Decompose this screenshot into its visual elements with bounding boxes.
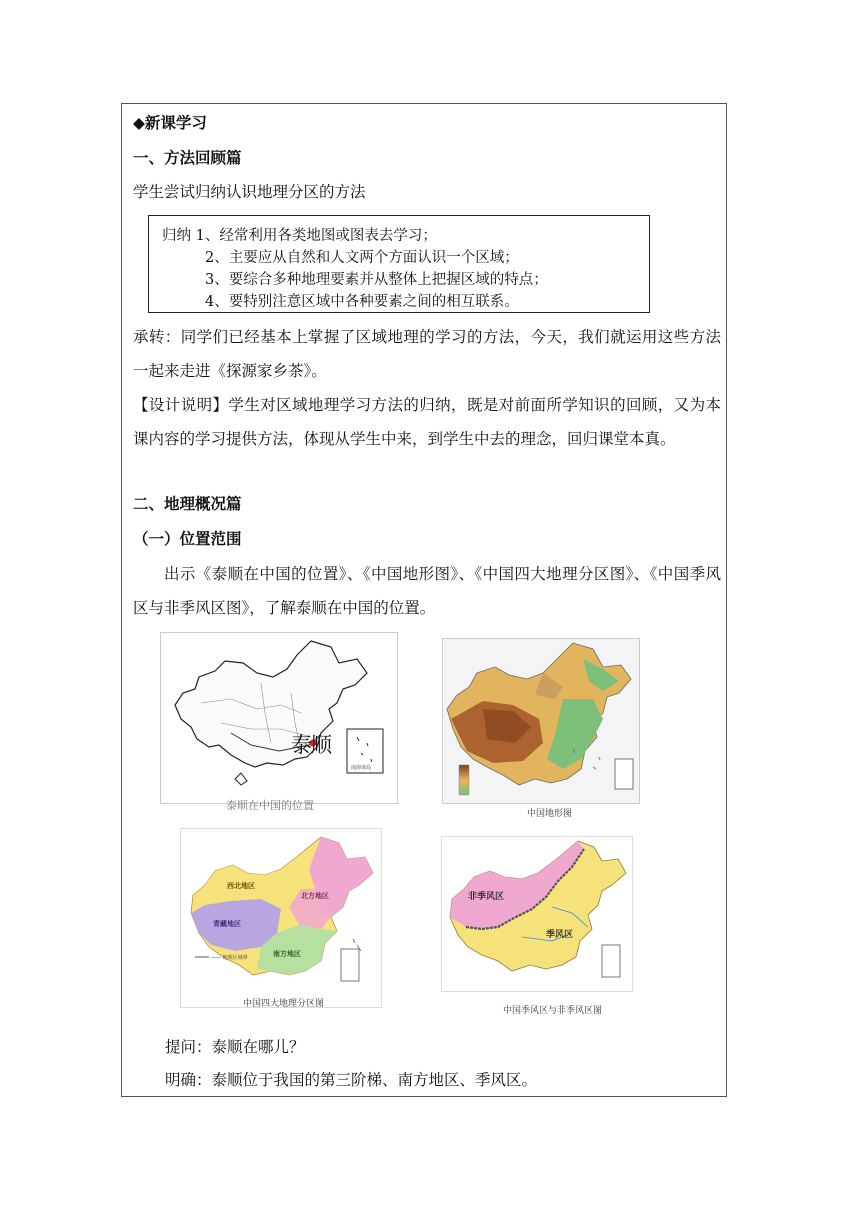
caption-map-1: 泰顺在中国的位置 bbox=[226, 799, 314, 812]
part1-heading: 一、方法回顾篇 bbox=[133, 149, 242, 167]
region-label-north: 北方地区 bbox=[301, 892, 329, 900]
summary-line-3: 3、要综合多种地理要素并从整体上把握区域的特点； bbox=[205, 272, 548, 288]
summary-line-4: 4、要特别注意区域中各种要素之间的相互联系。 bbox=[205, 294, 519, 310]
part2-heading: 二、地理概况篇 bbox=[133, 495, 242, 513]
non-monsoon-label: 非季风区 bbox=[468, 892, 505, 902]
taishun-label: 泰顺 bbox=[291, 733, 331, 757]
inset-label: 南海诸岛 bbox=[351, 765, 372, 771]
region-label-northwest: 西北地区 bbox=[227, 882, 255, 890]
summary-line-1: 归纳 1、经常利用各类地图或图表去学习； bbox=[162, 228, 437, 244]
part1-intro: 学生尝试归纳认识地理分区的方法 bbox=[133, 183, 366, 201]
taishun-location-map bbox=[160, 632, 398, 804]
legend-boundary: —— 地理区域界 bbox=[211, 955, 248, 961]
part2-subheading: （一）位置范围 bbox=[133, 530, 242, 548]
monsoon-label: 季风区 bbox=[546, 930, 574, 940]
caption-map-4: 中国季风区与非季风区图 bbox=[503, 1006, 603, 1016]
answer-text: 明确：泰顺位于我国的第三阶梯、南方地区、季风区。 bbox=[165, 1071, 538, 1089]
monsoon-map bbox=[441, 836, 633, 992]
four-regions-map bbox=[180, 828, 382, 1008]
caption-map-3: 中国四大地理分区图 bbox=[243, 999, 325, 1009]
region-label-qingzang: 青藏地区 bbox=[213, 920, 241, 928]
summary-box bbox=[148, 215, 650, 313]
section-title: ◆新课学习 bbox=[133, 114, 207, 132]
part2-body: 出示《泰顺在中国的位置》、《中国地形图》、《中国四大地理分区图》、《中国季风区与非季风区图》，了解泰顺在中国的位置。 bbox=[133, 565, 721, 617]
china-outline-map bbox=[161, 633, 397, 803]
caption-map-2: 中国地形图 bbox=[527, 809, 573, 819]
transition-text: 承转：同学们已经基本上掌握了区域地理的学习的方法，今天，我们就运用这些方法一起来走进《探源家乡茶》。 bbox=[133, 328, 721, 380]
summary-line-2: 2、主要应从自然和人文两个方面认识一个区域； bbox=[205, 250, 519, 266]
question-text: 提问：泰顺在哪儿？ bbox=[165, 1038, 305, 1056]
terrain-map bbox=[442, 638, 640, 804]
design-note: 【设计说明】学生对区域地理学习方法的归纳，既是对前面所学知识的回顾，又为本课内容的学习提供方法，体现从学生中来，到学生中去的理念，回归课堂本真。 bbox=[133, 396, 721, 448]
region-label-south: 南方地区 bbox=[273, 950, 301, 958]
